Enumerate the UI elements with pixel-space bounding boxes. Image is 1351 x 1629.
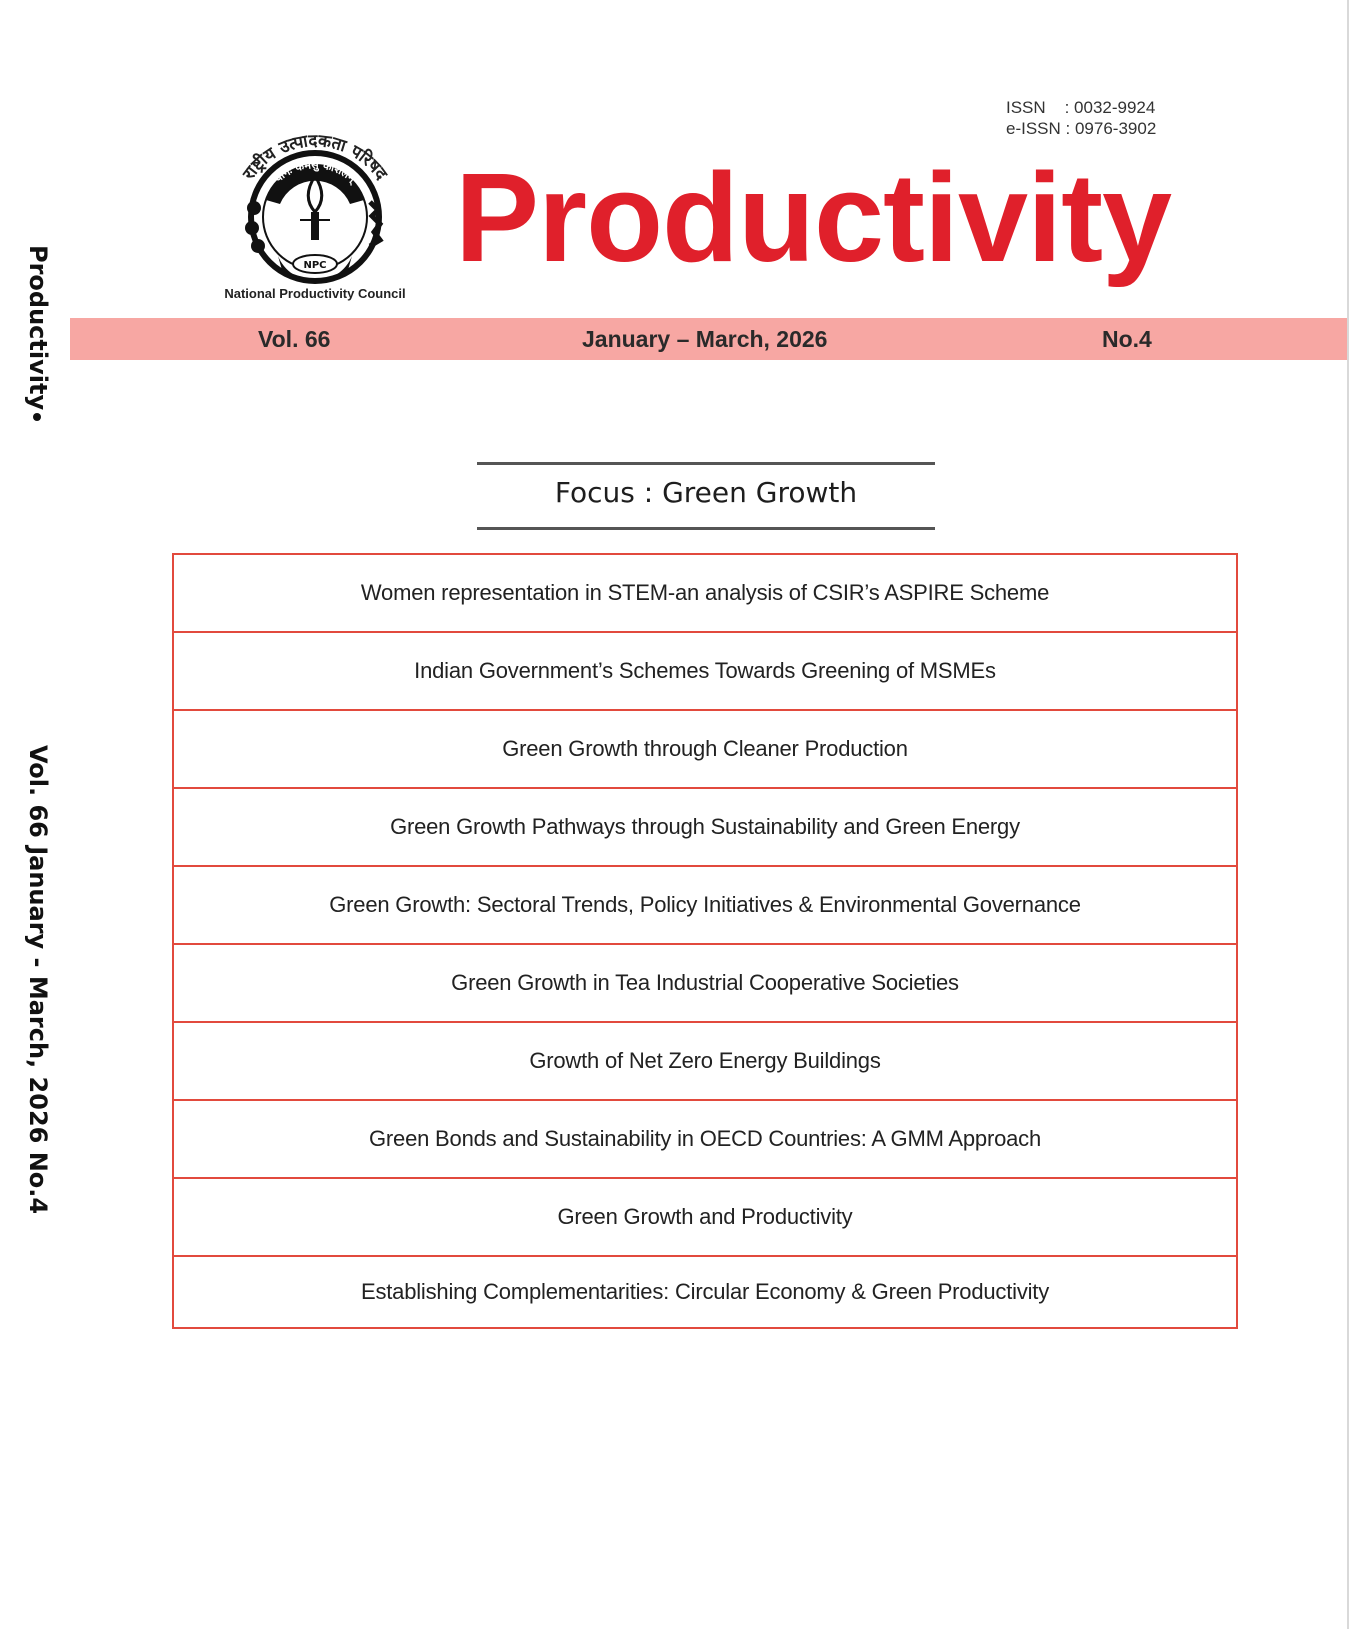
contents-table — [172, 553, 1238, 1329]
spine-issue: Vol. 66 January - March, 2026 No.4 — [24, 745, 52, 1215]
issn-label: ISSN — [1006, 98, 1046, 117]
emblem-abbr: NPC — [303, 260, 327, 271]
emblem-motto: योगः कर्मसु कौशलम् — [272, 158, 359, 185]
masthead-title: Productivity — [455, 147, 1172, 288]
spine-bullet — [33, 413, 41, 421]
contents-item: Green Growth Pathways through Sustainability and Green Energy — [174, 789, 1236, 867]
issue-number: No.4 — [1102, 326, 1152, 352]
issn-block — [1006, 97, 1156, 139]
emblem-text: राष्ट्रीय उत्पादकता परिषद — [239, 131, 391, 184]
issue-period: January – March, 2026 — [582, 326, 828, 352]
contents-item: Green Bonds and Sustainability in OECD Countries: A GMM Approach — [174, 1101, 1236, 1179]
page-edge — [1347, 0, 1349, 1629]
issue-volume: Vol. 66 — [258, 326, 331, 352]
contents-item: Green Growth in Tea Industrial Cooperative Societies — [174, 945, 1236, 1023]
spine-title: Productivity — [24, 245, 52, 411]
org-name: National Productivity Council — [224, 286, 406, 301]
contents-item: Establishing Complementarities: Circular Economy & Green Productivity — [360, 1279, 1050, 1304]
contents-item: Green Growth and Productivity — [174, 1179, 1236, 1257]
issn-value: : 0032-9924 — [1064, 98, 1156, 117]
contents-item: Indian Government’s Schemes Towards Greening of MSMEs — [174, 633, 1236, 711]
contents-item: Green Growth: Sectoral Trends, Policy Initiatives & Environmental Governance — [174, 867, 1236, 945]
npc-logo — [210, 120, 420, 305]
focus-heading: Focus : Green Growth — [477, 462, 935, 530]
spine — [24, 245, 54, 1245]
npc-emblem-icon — [210, 120, 420, 285]
eissn-value: : 0976-3902 — [1065, 119, 1157, 138]
contents-item: Women representation in STEM-an analysis of CSIR’s ASPIRE Scheme — [174, 555, 1236, 633]
contents-item: Green Growth through Cleaner Production — [174, 711, 1236, 789]
contents-item: Growth of Net Zero Energy Buildings — [174, 1023, 1236, 1101]
issue-band — [70, 318, 1347, 360]
eissn-label: e-ISSN — [1006, 119, 1061, 138]
